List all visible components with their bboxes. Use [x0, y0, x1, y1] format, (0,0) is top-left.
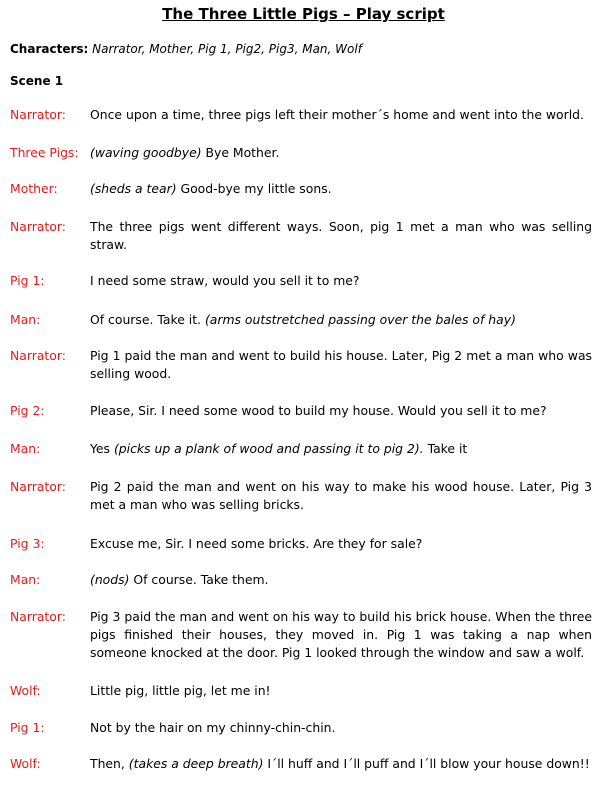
characters-label: Characters: [10, 42, 89, 56]
speech-text [90, 218, 592, 254]
speech-segment: Excuse me, Sir. I need some bricks. Are they for sale? [90, 536, 423, 551]
speech-text [90, 347, 592, 383]
speaker-name: Mother: [10, 181, 58, 196]
scene-heading: Scene 1 [10, 74, 64, 88]
speaker-name: Wolf: [10, 683, 41, 698]
speaker-name: Man: [10, 312, 41, 327]
speaker-name: Narrator: [10, 107, 66, 122]
speaker-name: Pig 1: [10, 720, 45, 735]
speech-text [90, 272, 592, 290]
speech-segment: Take it [423, 441, 468, 456]
speech-text [90, 535, 592, 553]
dialogue-line [10, 608, 592, 662]
speaker-name: Narrator: [10, 479, 66, 494]
dialogue-line [10, 535, 592, 553]
characters-names: Narrator, Mother, Pig 1, Pig2, Pig3, Man, Wolf [92, 42, 362, 56]
speech-segment: Once upon a time, three pigs left their mother´s home and went into the world. [90, 107, 584, 122]
speech-segment: I´ll huff and I´ll puff and I´ll blow your house down!! [263, 756, 590, 771]
speech-text [90, 106, 592, 124]
stage-direction: (picks up a plank of wood and passing it to pig 2). [113, 441, 424, 456]
speech-text [90, 180, 592, 198]
speech-text [90, 478, 592, 514]
dialogue-line [10, 682, 592, 700]
dialogue-line [10, 402, 592, 420]
dialogue-line [10, 719, 592, 737]
speaker-name: Narrator: [10, 609, 66, 624]
speaker-name: Pig 3: [10, 536, 45, 551]
speech-segment: Good-bye my little sons. [176, 181, 332, 196]
speech-text [90, 311, 592, 329]
speech-text [90, 571, 592, 589]
speech-segment: Of course. Take them. [129, 572, 269, 587]
dialogue-line [10, 755, 592, 773]
speech-segment: Little pig, little pig, let me in! [90, 683, 271, 698]
speech-text [90, 682, 592, 700]
speaker-name: Man: [10, 441, 41, 456]
stage-direction: (takes a deep breath) [128, 756, 264, 771]
speaker-name: Pig 2: [10, 403, 45, 418]
speech-segment: Bye Mother. [201, 145, 280, 160]
speaker-name: Narrator: [10, 348, 66, 363]
stage-direction: (nods) [90, 572, 130, 587]
stage-direction: (sheds a tear) [90, 181, 177, 196]
speaker-name: Three Pigs: [10, 145, 79, 160]
speech-segment: Yes [90, 441, 114, 456]
speaker-name: Narrator: [10, 219, 66, 234]
characters-list [10, 41, 362, 57]
speech-text [90, 608, 592, 662]
speech-segment: Please, Sir. I need some wood to build my house. Would you sell it to me? [90, 403, 547, 418]
speech-segment: Pig 2 paid the man and went on his way to make his wood house. Later, Pig 3 met a man who was selling bricks. [90, 479, 592, 512]
dialogue-line [10, 218, 592, 254]
speaker-name: Man: [10, 572, 41, 587]
dialogue-line [10, 571, 592, 589]
speech-segment: Then, [90, 756, 129, 771]
dialogue-line [10, 272, 592, 290]
speech-text [90, 719, 592, 737]
speech-segment: I need some straw, would you sell it to me? [90, 273, 360, 288]
dialogue-line [10, 144, 592, 162]
dialogue-line [10, 440, 592, 458]
speech-segment: Pig 3 paid the man and went on his way to build his brick house. When the three pigs finished their houses, they moved in. Pig 1 was taking a nap when someone knocked at the door. Pig 1 looked through the window and saw a wolf. [90, 609, 592, 660]
speech-text [90, 144, 592, 162]
speech-text [90, 402, 592, 420]
dialogue-line [10, 347, 592, 383]
speech-segment: The three pigs went different ways. Soon, pig 1 met a man who was selling straw. [90, 219, 592, 252]
dialogue-line [10, 106, 592, 124]
dialogue-line [10, 180, 592, 198]
dialogue-line [10, 311, 592, 329]
speech-segment: Of course. Take it. [90, 312, 205, 327]
document-title: The Three Little Pigs – Play script [162, 5, 445, 23]
speech-text [90, 440, 592, 458]
speaker-name: Wolf: [10, 756, 41, 771]
speech-segment: Pig 1 paid the man and went to build his house. Later, Pig 2 met a man who was selling wood. [90, 348, 592, 381]
speech-segment: Not by the hair on my chinny-chin-chin. [90, 720, 336, 735]
speaker-name: Pig 1: [10, 273, 45, 288]
dialogue-line [10, 478, 592, 514]
stage-direction: (arms outstretched passing over the bales of hay) [204, 312, 516, 327]
speech-text [10, 755, 592, 773]
stage-direction: (waving goodbye) [90, 145, 202, 160]
